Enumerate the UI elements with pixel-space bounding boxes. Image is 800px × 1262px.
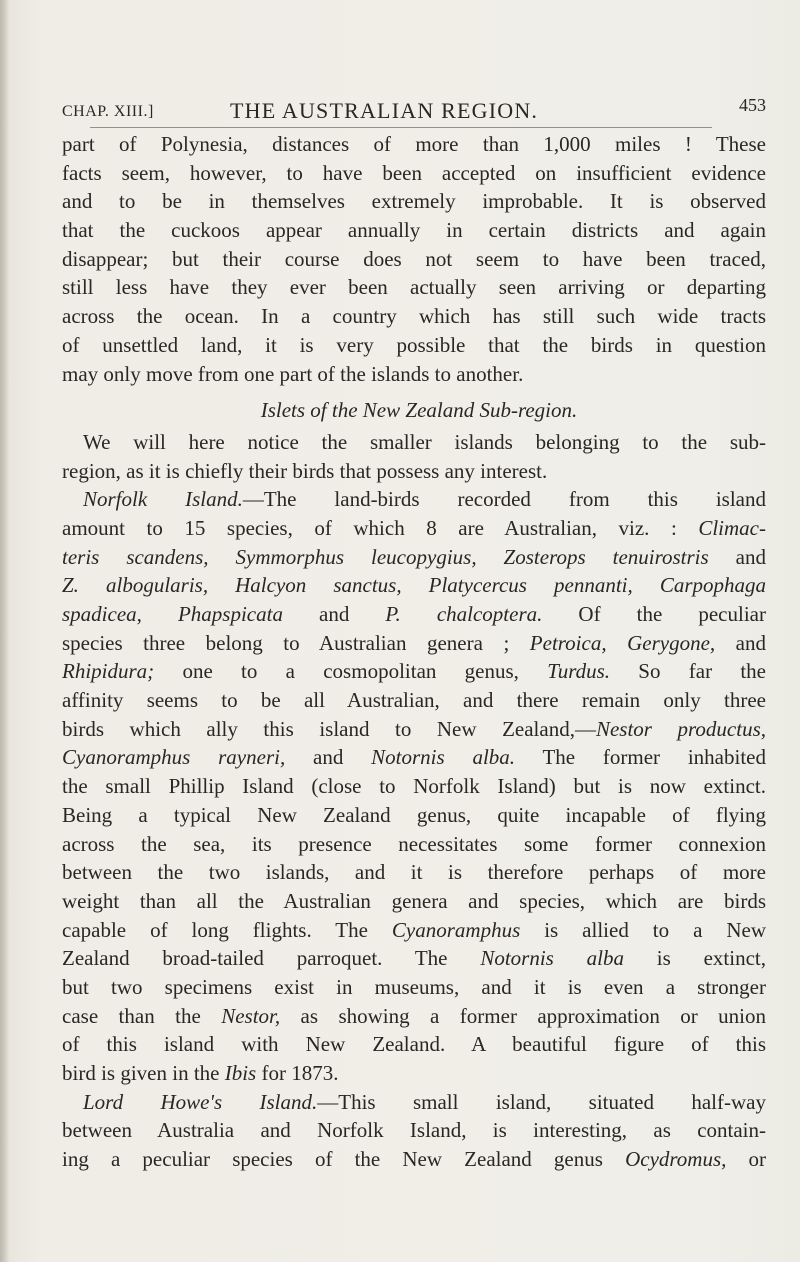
running-title: THE AUSTRALIAN REGION. — [230, 98, 539, 123]
text-line: species three belong to Australian genera ; Petroica, Gerygone, and — [62, 630, 766, 655]
text-line: amount to 15 species, of which 8 are Australian, viz. : Climac- — [62, 515, 766, 540]
text-line: weight than all the Australian genera and species, which are birds — [62, 888, 766, 913]
text-line: that the cuckoos appear annually in certain districts and again — [62, 218, 766, 243]
text-line: but two specimens exist in museums, and it is even a stronger — [62, 974, 766, 999]
text-line: across the ocean. In a country which has still such wide tracts — [62, 304, 766, 329]
text-line: between the two islands, and it is therefore perhaps of more — [62, 860, 766, 885]
lord-howe-heading: Lord Howe's Island. — [83, 1089, 318, 1114]
text-line: Being a typical New Zealand genus, quite incapable of flying — [62, 802, 766, 827]
text-line: Cyanoramphus rayneri, and Notornis alba. The former inhabited — [62, 745, 766, 770]
text-line: part of Polynesia, distances of more than 1,000 miles ! These — [62, 132, 766, 156]
text-line: Lord Howe's Island.—This small island, situated half-way — [83, 1089, 766, 1114]
text-line: capable of long flights. The Cyanoramphus is allied to a New — [62, 917, 766, 942]
page-header — [62, 95, 766, 127]
text-line: ing a peculiar species of the New Zealand genus Ocydromus, or — [62, 1147, 766, 1172]
text-line: Norfolk Island.—The land-birds recorded from this island — [83, 487, 766, 512]
text-line: across the sea, its presence necessitates some former connexion — [62, 831, 766, 856]
section-heading: Islets of the New Zealand Sub-region. — [260, 398, 578, 423]
text-line: disappear; but their course does not seem to have been traced, — [62, 246, 766, 271]
text-line: and to be in themselves extremely improbable. It is observed — [62, 189, 766, 214]
text-line: may only move from one part of the islands to another. — [62, 361, 524, 386]
text-line: facts seem, however, to have been accepted on insufficient evidence — [62, 160, 766, 185]
text-line: between Australia and Norfolk Island, is interesting, as contain- — [62, 1118, 766, 1143]
text-line: region, as it is chiefly their birds that possess any interest. — [62, 458, 548, 483]
text-line: of unsettled land, it is very possible that the birds in question — [62, 332, 766, 357]
text-line: the small Phillip Island (close to Norfolk Island) but is now extinct. — [62, 774, 766, 799]
text-line: Zealand broad-tailed parroquet. The Notornis alba is extinct, — [62, 946, 766, 971]
page-number: 453 — [739, 95, 766, 115]
norfolk-heading: Norfolk Island. — [83, 487, 243, 512]
text-line: We will here notice the smaller islands belonging to the sub- — [83, 429, 766, 454]
body-text — [62, 130, 766, 1174]
text-line: Z. albogularis, Halcyon sanctus, Platycercus pennanti, Carpophaga — [62, 573, 766, 598]
gutter-shadow — [0, 0, 9, 1262]
text-line: teris scandens, Symmorphus leucopygius, Zosterops tenuirostris and — [62, 544, 766, 569]
text-line: case than the Nestor, as showing a former approximation or union — [62, 1003, 766, 1028]
text-line: affinity seems to be all Australian, and there remain only three — [62, 688, 766, 713]
text-line: Rhipidura; one to a cosmopolitan genus, Turdus. So far the — [62, 659, 766, 684]
chapter-label: CHAP. XIII.] — [62, 103, 154, 120]
text-line: still less have they ever been actually seen arriving or departing — [62, 275, 766, 300]
text-line: birds which ally this island to New Zealand,—Nestor productus, — [62, 716, 766, 741]
text-line: of this island with New Zealand. A beautiful figure of this — [62, 1032, 766, 1057]
text-line: spadicea, Phapspicata and P. chalcoptera. Of the peculiar — [62, 602, 766, 626]
header-rule — [90, 127, 712, 128]
text-line: bird is given in the Ibis for 1873. — [62, 1061, 339, 1085]
